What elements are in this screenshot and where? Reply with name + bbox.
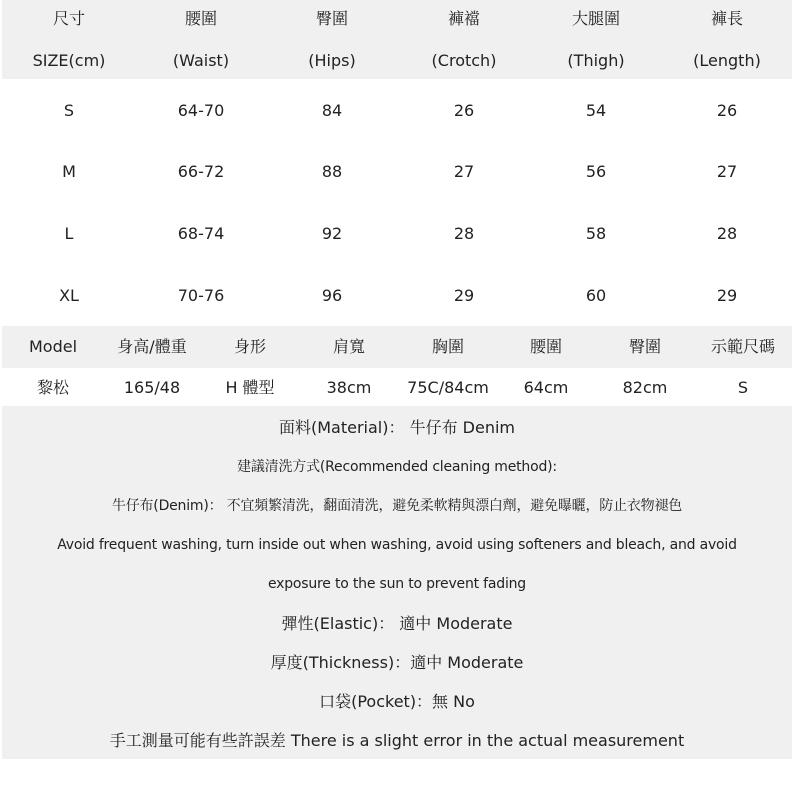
- crotch-header-en: (Crotch): [431, 51, 497, 70]
- thigh-header-en: (Thigh): [567, 51, 625, 70]
- crotch-header-cn: 褲襠: [447, 9, 481, 28]
- elastic-line: 彈性(Elastic)： 適中 Moderate: [281, 614, 513, 633]
- chest-header: 胸圍: [431, 337, 465, 356]
- model-shoulder: 38cm: [326, 378, 372, 397]
- row-s-size: S: [63, 101, 75, 120]
- model-name: 黎松: [36, 378, 70, 397]
- cleaning-cn-line: 牛仔布(Denim)： 不宜頻繁清洗，翻面清洗，避免柔軟精與漂白劑，避免曝曬，防止衣物褪色: [111, 498, 683, 514]
- body-shape-header: 身形: [233, 337, 267, 356]
- row-s-thigh: 54: [585, 101, 607, 120]
- row-l-waist: 68-74: [177, 224, 225, 243]
- row-m-crotch: 27: [453, 162, 475, 181]
- model-height-weight: 165/48: [123, 378, 181, 397]
- shoulder-header: 肩寬: [332, 337, 366, 356]
- model-demo-size: S: [737, 378, 749, 397]
- hips-header-cn: 臀圍: [315, 9, 349, 28]
- model-header: Model: [28, 337, 78, 356]
- row-xl-waist: 70-76: [177, 286, 225, 305]
- hips-header-en: (Hips): [308, 51, 356, 70]
- size-header-cn: 尺寸: [52, 9, 86, 28]
- row-s-waist: 64-70: [177, 101, 225, 120]
- row-m-hips: 88: [321, 162, 343, 181]
- row-m-waist: 66-72: [177, 162, 225, 181]
- row-l-thigh: 58: [585, 224, 607, 243]
- row-xl-hips: 96: [321, 286, 343, 305]
- thigh-header-cn: 大腿圍: [571, 9, 621, 28]
- row-m-length: 27: [716, 162, 738, 181]
- row-s-crotch: 26: [453, 101, 475, 120]
- waist-header-en: (Waist): [172, 51, 230, 70]
- row-s-length: 26: [716, 101, 738, 120]
- model-chest: 75C/84cm: [407, 378, 489, 397]
- row-l-crotch: 28: [453, 224, 475, 243]
- row-xl-length: 29: [716, 286, 738, 305]
- model-waist-header: 腰圍: [529, 337, 563, 356]
- measurement-note-line: 手工測量可能有些許誤差 There is a slight error in the actual measurement: [109, 731, 685, 750]
- row-xl-thigh: 60: [585, 286, 607, 305]
- waist-header-cn: 腰圍: [184, 9, 218, 28]
- length-header-cn: 褲長: [710, 9, 744, 28]
- row-m-size: M: [62, 162, 76, 181]
- demo-size-header: 示範尺碼: [710, 337, 776, 356]
- size-header-en: SIZE(cm): [32, 51, 106, 70]
- thickness-line: 厚度(Thickness)：適中 Moderate: [270, 653, 524, 672]
- size-table-header-band: [2, 0, 792, 79]
- row-xl-crotch: 29: [453, 286, 475, 305]
- cleaning-en-line-2: exposure to the sun to prevent fading: [267, 576, 526, 592]
- row-m-thigh: 56: [585, 162, 607, 181]
- row-l-hips: 92: [321, 224, 343, 243]
- cleaning-en-line-1: Avoid frequent washing, turn inside out when washing, avoid using softeners and bleach, and avoid: [57, 537, 737, 553]
- model-waist: 64cm: [523, 378, 569, 397]
- height-weight-header: 身高/體重: [117, 337, 187, 356]
- pocket-line: 口袋(Pocket)：無 No: [319, 692, 475, 711]
- model-hips: 82cm: [622, 378, 668, 397]
- row-s-hips: 84: [321, 101, 343, 120]
- length-header-en: (Length): [693, 51, 761, 70]
- model-hips-header: 臀圍: [628, 337, 662, 356]
- model-body-shape: H 體型: [225, 378, 275, 397]
- row-l-length: 28: [716, 224, 738, 243]
- material-line: 面料(Material)： 牛仔布 Denim: [279, 418, 515, 437]
- row-xl-size: XL: [59, 286, 79, 305]
- cleaning-title-line: 建議清洗方式(Recommended cleaning method):: [237, 459, 557, 475]
- row-l-size: L: [64, 224, 74, 243]
